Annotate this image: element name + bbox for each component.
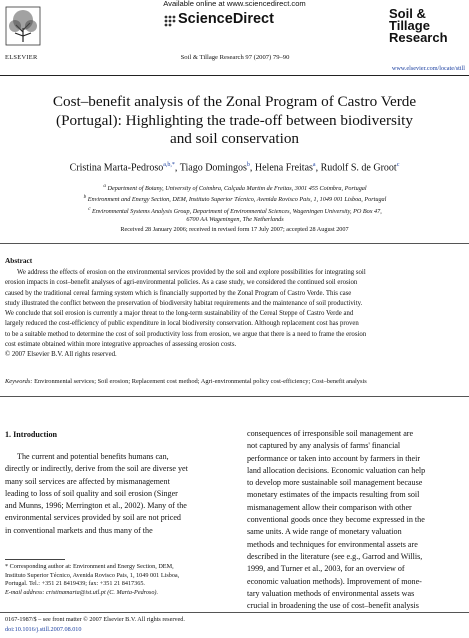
body-line: tary valuation methods of environmental assets was <box>247 588 415 598</box>
author-list: Cristina Marta-Pedroso$^{a,b,*}$, Tiago Domingos$^b$, Helena Freitas$^a$, Rudolf S. de Groot$^c$ <box>69 162 400 174</box>
abstract-heading: Abstract <box>5 256 33 265</box>
author-name: Tiago Domingos <box>179 162 247 174</box>
keywords-text: Environmental services; Soil erosion; Replacement cost method; Agri-environmental policy cost-efficiency; Cost–benefit analysis <box>34 378 367 385</box>
affiliation-line: $^b$ Environment and Energy Section, DEM, Instituto Superior Técnico, Avenida Rovisco Pais, 1, 1049 001 Lisboa, Portugal <box>83 194 387 204</box>
author-affiliation-marker[interactable]: a,b,* <box>163 162 175 168</box>
body-line: land allocation decisions. Economic valuation can help <box>247 465 426 475</box>
body-line: same units. A wide range of monetary valuation <box>247 527 402 537</box>
body-line: economic valuation methods). Improvement of mone- <box>247 576 422 586</box>
body-line: mismanagement allow their comparison with other <box>247 502 412 512</box>
body-line: conventional goods once they become expressed in the <box>247 515 425 525</box>
title-line: and soil conservation <box>169 130 300 148</box>
journal-logo <box>389 8 465 44</box>
body-line: and Munns, 1996; Merrington et al., 2002). Many of the <box>5 501 187 511</box>
journal-logo-line: Tillage <box>389 18 430 33</box>
abstract-line: erosion impacts in cost–benefit analyses of agri-environmental policies. As a case study, we considered the continued soil erosion <box>5 279 358 287</box>
publisher-name: ELSEVIER <box>5 54 38 61</box>
footnote-line: Instituto Superior Técnico, Avenida Rovisco Pais, 1, 1049 001 Lisboa, <box>5 571 180 579</box>
abstract-rule-top <box>0 243 469 244</box>
article-title <box>20 93 449 149</box>
journal-citation: Soil & Tillage Research 97 (2007) 79–90 <box>180 54 290 61</box>
author-affiliation-marker[interactable]: a <box>312 162 316 168</box>
issn-line: 0167-1987/$ – see front matter © 2007 Elsevier B.V. All rights reserved. <box>5 616 185 623</box>
abstract-body <box>5 268 464 361</box>
abstract-line: cost estimate obtained within more integrative approaches of assessing erosion costs. <box>5 341 237 349</box>
abstract-line: caused by the traditional cereal farming system which is financially supported by the Zonal Program of Castro Verde. This case <box>5 289 352 297</box>
abstract-line: largely reduced the cost-efficiency of public expenditure in local biodiversity conservation. Although replacement cost has proven <box>5 320 359 328</box>
header-rule <box>0 75 469 76</box>
footer-rule <box>0 612 469 613</box>
footnote-line: * Corresponding author at: Environment and Energy Section, DEM, <box>5 563 174 570</box>
body-line: in conventional markets and thus many of the <box>5 525 153 535</box>
footnote-line: Portugal. Tel.: +351 21 8419439; fax: +351 21 8417365. <box>5 580 145 588</box>
elsevier-tree-logo-icon <box>5 6 41 54</box>
body-line: 1999, and Turner et al., 2003, for an overview of <box>247 564 405 574</box>
footnote-email-line[interactable]: E-mail address: cristinamarta@ist.utl.pt (C. Marta-Pedroso). <box>5 588 159 596</box>
body-line: crucial in broadening the use of cost–benefit analysis <box>247 601 419 611</box>
body-line: leading to loss of soil quality and soil erosion (Singer <box>5 488 178 498</box>
body-line: directly or indirectly, derive from the soil are diverse yet <box>5 464 188 474</box>
available-online-text: Available online at www.sciencedirect.com <box>163 0 306 8</box>
affiliation-list <box>40 182 430 224</box>
body-line: performance or taken into account by farmers in their <box>247 453 421 463</box>
journal-url-link[interactable]: www.elsevier.com/locate/still <box>391 65 465 72</box>
affiliation-line: $^a$ Department of Botany, University of Coimbra, Calçada Martim de Freitas, 3001 455 Coimbra, Portugal <box>103 183 367 193</box>
body-line: environmental services provided by soil are not priced <box>5 513 181 523</box>
body-line: The current and potential benefits humans can, <box>17 452 169 461</box>
body-line: many soil services are affected by mismanagement <box>5 476 170 486</box>
journal-logo-line: Research <box>389 30 448 45</box>
body-line: described in the literature (see e.g., Garrod and Willis, <box>247 551 423 561</box>
body-line: monetary estimates of the impacts resulting from soil <box>247 490 420 500</box>
copyright-line: © 2007 Elsevier B.V. All rights reserved. <box>5 351 117 359</box>
sciencedirect-dots-icon <box>163 14 177 28</box>
author-name: Rudolf S. de Groot <box>320 162 397 174</box>
abstract-line: We address the effects of erosion on the environmental services provided by the soil and explore possibilities for integrating soil <box>17 269 366 276</box>
footnote <box>5 563 235 597</box>
title-line: (Portugal): Highlighting the trade-off between biodiversity <box>56 111 413 129</box>
body-line: methods and techniques for environmental assets are <box>247 539 418 549</box>
author-affiliation-marker[interactable]: b <box>246 162 250 168</box>
abstract-line: We conclude that soil erosion is currently a major threat to the long-term sustainability of the Cereal Steppe of Castro Verde and <box>5 310 354 318</box>
author-name: Cristina Marta-Pedroso <box>69 162 164 174</box>
section-heading: 1. Introduction <box>5 430 58 439</box>
keywords-label: Keywords: <box>5 378 33 385</box>
body-line: to develop more sustainable soil management because <box>247 478 423 488</box>
affiliation-line: $^c$ Environmental Systems Analysis Group, Department of Environmental Sciences, Wageningen University, PO Box 47, <box>88 205 382 215</box>
abstract-rule-bottom <box>0 396 469 397</box>
keywords <box>5 378 464 385</box>
journal-logo-line: Soil & <box>389 6 426 21</box>
author-affiliation-marker[interactable]: c <box>396 162 400 168</box>
body-line: not captured by any analysis of farms' financial <box>247 441 401 451</box>
title-line: Cost–benefit analysis of the Zonal Program of Castro Verde <box>52 93 417 110</box>
footnote-rule <box>5 559 65 560</box>
sciencedirect-logo: ScienceDirect <box>178 11 274 27</box>
author-name: Helena Freitas <box>254 162 313 174</box>
right-column-text <box>247 428 469 612</box>
doi-link[interactable]: doi:10.1016/j.still.2007.08.010 <box>5 626 82 633</box>
body-line: consequences of irresponsible soil management are <box>247 429 414 438</box>
affiliation-line: 6700 AA Wageningen, The Netherlands <box>186 215 284 223</box>
abstract-line: study illustrated the conflict between the preservation of biodiversity habitat requirements and the maintenance of soil productivity. <box>5 299 363 307</box>
received-dates: Received 28 January 2006; received in revised form 17 July 2007; accepted 28 August 2007 <box>120 226 349 233</box>
left-column-text <box>5 451 230 537</box>
abstract-line: to be a suitable method to determine the cost of soil productivity loss from erosion, we argue that there is a need to frame the erosion <box>5 330 367 338</box>
